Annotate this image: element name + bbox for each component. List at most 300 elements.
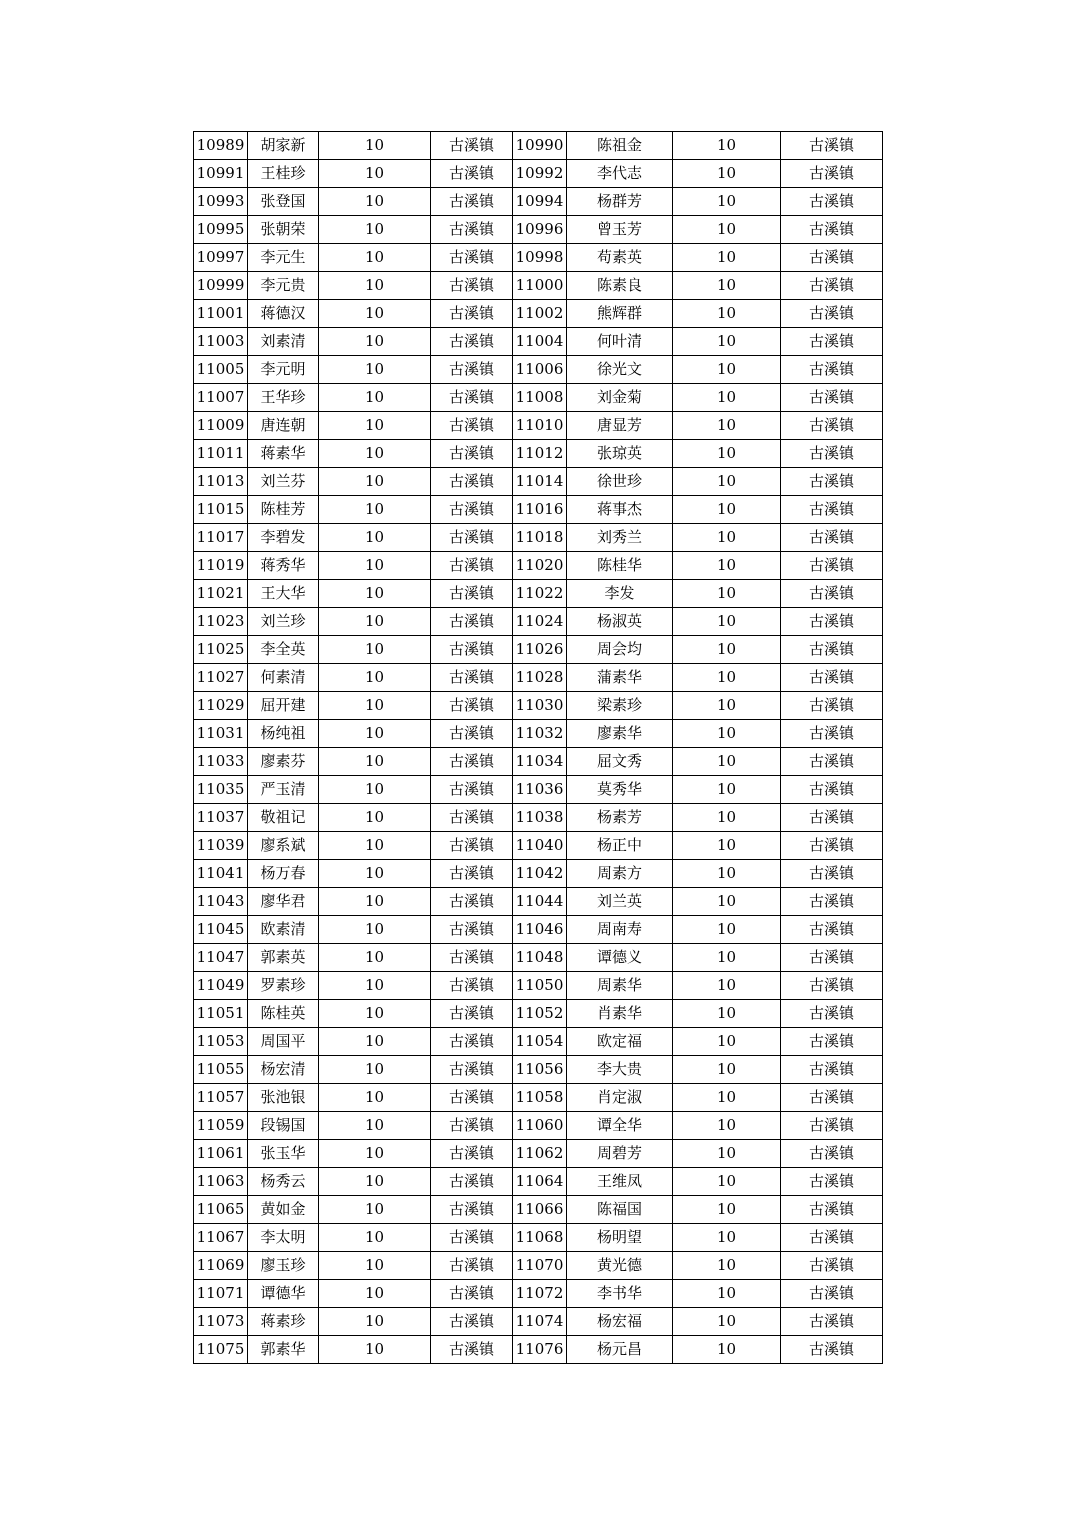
- amount-cell: 10: [319, 356, 431, 384]
- amount-cell: 10: [673, 1308, 781, 1336]
- table-row: [194, 1336, 883, 1364]
- id-cell: 11013: [194, 468, 248, 496]
- amount-cell: 10: [319, 440, 431, 468]
- town-cell: 古溪镇: [431, 720, 513, 748]
- table-row: [194, 1252, 883, 1280]
- town-cell: 古溪镇: [781, 1252, 883, 1280]
- name-cell: 屈开建: [248, 692, 319, 720]
- town-cell: 古溪镇: [781, 580, 883, 608]
- amount-cell: 10: [673, 216, 781, 244]
- id-cell: 11014: [513, 468, 567, 496]
- id-cell: 11063: [194, 1168, 248, 1196]
- town-cell: 古溪镇: [781, 1084, 883, 1112]
- name-cell: 李大贵: [567, 1056, 673, 1084]
- amount-cell: 10: [673, 1168, 781, 1196]
- id-cell: 11044: [513, 888, 567, 916]
- name-cell: 李元生: [248, 244, 319, 272]
- name-cell: 罗素珍: [248, 972, 319, 1000]
- id-cell: 11022: [513, 580, 567, 608]
- name-cell: 张池银: [248, 1084, 319, 1112]
- table-row: [194, 300, 883, 328]
- amount-cell: 10: [319, 944, 431, 972]
- town-cell: 古溪镇: [431, 748, 513, 776]
- id-cell: 10993: [194, 188, 248, 216]
- roster-table: [193, 131, 883, 1364]
- town-cell: 古溪镇: [431, 664, 513, 692]
- table-row: [194, 804, 883, 832]
- id-cell: 11016: [513, 496, 567, 524]
- id-cell: 10989: [194, 132, 248, 160]
- id-cell: 11011: [194, 440, 248, 468]
- town-cell: 古溪镇: [431, 860, 513, 888]
- table-row: [194, 1000, 883, 1028]
- amount-cell: 10: [319, 888, 431, 916]
- table-row: [194, 776, 883, 804]
- town-cell: 古溪镇: [431, 132, 513, 160]
- name-cell: 李发: [567, 580, 673, 608]
- amount-cell: 10: [673, 132, 781, 160]
- table-row: [194, 216, 883, 244]
- name-cell: 刘秀兰: [567, 524, 673, 552]
- town-cell: 古溪镇: [431, 1056, 513, 1084]
- id-cell: 11050: [513, 972, 567, 1000]
- town-cell: 古溪镇: [431, 1280, 513, 1308]
- id-cell: 11021: [194, 580, 248, 608]
- id-cell: 11057: [194, 1084, 248, 1112]
- amount-cell: 10: [673, 1084, 781, 1112]
- id-cell: 10995: [194, 216, 248, 244]
- id-cell: 10990: [513, 132, 567, 160]
- amount-cell: 10: [319, 860, 431, 888]
- id-cell: 11038: [513, 804, 567, 832]
- table-row: [194, 1168, 883, 1196]
- name-cell: 杨纯祖: [248, 720, 319, 748]
- name-cell: 谭全华: [567, 1112, 673, 1140]
- name-cell: 李碧发: [248, 524, 319, 552]
- name-cell: 廖系斌: [248, 832, 319, 860]
- town-cell: 古溪镇: [431, 944, 513, 972]
- amount-cell: 10: [673, 748, 781, 776]
- town-cell: 古溪镇: [781, 916, 883, 944]
- amount-cell: 10: [673, 1000, 781, 1028]
- name-cell: 蒋素珍: [248, 1308, 319, 1336]
- amount-cell: 10: [319, 1336, 431, 1364]
- name-cell: 熊辉群: [567, 300, 673, 328]
- amount-cell: 10: [319, 832, 431, 860]
- town-cell: 古溪镇: [781, 860, 883, 888]
- town-cell: 古溪镇: [781, 720, 883, 748]
- table-row: [194, 580, 883, 608]
- table-row: [194, 636, 883, 664]
- id-cell: 11002: [513, 300, 567, 328]
- id-cell: 11075: [194, 1336, 248, 1364]
- id-cell: 11006: [513, 356, 567, 384]
- town-cell: 古溪镇: [781, 776, 883, 804]
- name-cell: 唐连朝: [248, 412, 319, 440]
- amount-cell: 10: [319, 692, 431, 720]
- name-cell: 周素华: [567, 972, 673, 1000]
- town-cell: 古溪镇: [781, 300, 883, 328]
- name-cell: 张登国: [248, 188, 319, 216]
- town-cell: 古溪镇: [781, 748, 883, 776]
- id-cell: 10991: [194, 160, 248, 188]
- town-cell: 古溪镇: [431, 692, 513, 720]
- amount-cell: 10: [673, 804, 781, 832]
- id-cell: 11024: [513, 608, 567, 636]
- town-cell: 古溪镇: [431, 1252, 513, 1280]
- name-cell: 廖素芬: [248, 748, 319, 776]
- name-cell: 蒋秀华: [248, 552, 319, 580]
- name-cell: 周素方: [567, 860, 673, 888]
- id-cell: 11033: [194, 748, 248, 776]
- id-cell: 11007: [194, 384, 248, 412]
- name-cell: 黄如金: [248, 1196, 319, 1224]
- amount-cell: 10: [319, 524, 431, 552]
- id-cell: 11027: [194, 664, 248, 692]
- id-cell: 10994: [513, 188, 567, 216]
- amount-cell: 10: [673, 664, 781, 692]
- id-cell: 10998: [513, 244, 567, 272]
- id-cell: 11005: [194, 356, 248, 384]
- amount-cell: 10: [673, 916, 781, 944]
- table-row: [194, 328, 883, 356]
- name-cell: 王维凤: [567, 1168, 673, 1196]
- amount-cell: 10: [319, 580, 431, 608]
- id-cell: 11008: [513, 384, 567, 412]
- name-cell: 杨宏福: [567, 1308, 673, 1336]
- amount-cell: 10: [319, 1028, 431, 1056]
- amount-cell: 10: [673, 440, 781, 468]
- id-cell: 11015: [194, 496, 248, 524]
- town-cell: 古溪镇: [431, 188, 513, 216]
- amount-cell: 10: [319, 1196, 431, 1224]
- name-cell: 杨万春: [248, 860, 319, 888]
- name-cell: 周会均: [567, 636, 673, 664]
- name-cell: 唐显芳: [567, 412, 673, 440]
- id-cell: 11020: [513, 552, 567, 580]
- town-cell: 古溪镇: [431, 1000, 513, 1028]
- town-cell: 古溪镇: [431, 160, 513, 188]
- amount-cell: 10: [319, 1112, 431, 1140]
- town-cell: 古溪镇: [781, 188, 883, 216]
- id-cell: 11035: [194, 776, 248, 804]
- table-row: [194, 608, 883, 636]
- id-cell: 11055: [194, 1056, 248, 1084]
- id-cell: 11028: [513, 664, 567, 692]
- id-cell: 11052: [513, 1000, 567, 1028]
- name-cell: 郭素华: [248, 1336, 319, 1364]
- amount-cell: 10: [319, 972, 431, 1000]
- name-cell: 陈桂芳: [248, 496, 319, 524]
- amount-cell: 10: [673, 300, 781, 328]
- town-cell: 古溪镇: [781, 1336, 883, 1364]
- name-cell: 黄光德: [567, 1252, 673, 1280]
- town-cell: 古溪镇: [781, 496, 883, 524]
- id-cell: 11043: [194, 888, 248, 916]
- amount-cell: 10: [673, 244, 781, 272]
- name-cell: 王桂珍: [248, 160, 319, 188]
- id-cell: 11065: [194, 1196, 248, 1224]
- amount-cell: 10: [673, 552, 781, 580]
- amount-cell: 10: [673, 272, 781, 300]
- town-cell: 古溪镇: [781, 804, 883, 832]
- id-cell: 11037: [194, 804, 248, 832]
- town-cell: 古溪镇: [431, 440, 513, 468]
- table-row: [194, 552, 883, 580]
- town-cell: 古溪镇: [781, 272, 883, 300]
- name-cell: 蒋事杰: [567, 496, 673, 524]
- id-cell: 11019: [194, 552, 248, 580]
- amount-cell: 10: [319, 636, 431, 664]
- table-row: [194, 244, 883, 272]
- id-cell: 11060: [513, 1112, 567, 1140]
- roster-table-body: [194, 132, 883, 1364]
- name-cell: 刘兰芬: [248, 468, 319, 496]
- amount-cell: 10: [319, 384, 431, 412]
- id-cell: 11054: [513, 1028, 567, 1056]
- name-cell: 刘兰英: [567, 888, 673, 916]
- table-row: [194, 496, 883, 524]
- id-cell: 11046: [513, 916, 567, 944]
- town-cell: 古溪镇: [431, 972, 513, 1000]
- town-cell: 古溪镇: [781, 356, 883, 384]
- town-cell: 古溪镇: [431, 608, 513, 636]
- table-row: [194, 440, 883, 468]
- amount-cell: 10: [673, 328, 781, 356]
- town-cell: 古溪镇: [431, 384, 513, 412]
- town-cell: 古溪镇: [431, 1196, 513, 1224]
- amount-cell: 10: [319, 608, 431, 636]
- name-cell: 廖素华: [567, 720, 673, 748]
- amount-cell: 10: [319, 1308, 431, 1336]
- table-row: [194, 132, 883, 160]
- name-cell: 胡家新: [248, 132, 319, 160]
- name-cell: 肖定淑: [567, 1084, 673, 1112]
- name-cell: 杨正中: [567, 832, 673, 860]
- town-cell: 古溪镇: [781, 1140, 883, 1168]
- id-cell: 11029: [194, 692, 248, 720]
- town-cell: 古溪镇: [431, 468, 513, 496]
- town-cell: 古溪镇: [431, 1028, 513, 1056]
- table-row: [194, 1308, 883, 1336]
- id-cell: 11058: [513, 1084, 567, 1112]
- town-cell: 古溪镇: [781, 1056, 883, 1084]
- id-cell: 11047: [194, 944, 248, 972]
- table-row: [194, 1224, 883, 1252]
- table-row: [194, 888, 883, 916]
- amount-cell: 10: [673, 1196, 781, 1224]
- id-cell: 10996: [513, 216, 567, 244]
- id-cell: 11074: [513, 1308, 567, 1336]
- id-cell: 11009: [194, 412, 248, 440]
- id-cell: 11061: [194, 1140, 248, 1168]
- name-cell: 欧定福: [567, 1028, 673, 1056]
- amount-cell: 10: [319, 720, 431, 748]
- name-cell: 谭德义: [567, 944, 673, 972]
- amount-cell: 10: [673, 188, 781, 216]
- name-cell: 王大华: [248, 580, 319, 608]
- table-row: [194, 188, 883, 216]
- amount-cell: 10: [673, 496, 781, 524]
- town-cell: 古溪镇: [781, 1224, 883, 1252]
- id-cell: 11010: [513, 412, 567, 440]
- town-cell: 古溪镇: [431, 832, 513, 860]
- amount-cell: 10: [319, 664, 431, 692]
- name-cell: 徐世珍: [567, 468, 673, 496]
- name-cell: 李太明: [248, 1224, 319, 1252]
- town-cell: 古溪镇: [431, 552, 513, 580]
- amount-cell: 10: [319, 1252, 431, 1280]
- amount-cell: 10: [673, 972, 781, 1000]
- name-cell: 杨素芳: [567, 804, 673, 832]
- town-cell: 古溪镇: [431, 300, 513, 328]
- name-cell: 周南寿: [567, 916, 673, 944]
- name-cell: 廖玉珍: [248, 1252, 319, 1280]
- id-cell: 11012: [513, 440, 567, 468]
- amount-cell: 10: [319, 300, 431, 328]
- town-cell: 古溪镇: [781, 132, 883, 160]
- town-cell: 古溪镇: [781, 1308, 883, 1336]
- id-cell: 11017: [194, 524, 248, 552]
- town-cell: 古溪镇: [781, 328, 883, 356]
- id-cell: 11036: [513, 776, 567, 804]
- id-cell: 11072: [513, 1280, 567, 1308]
- table-row: [194, 1112, 883, 1140]
- name-cell: 屈文秀: [567, 748, 673, 776]
- name-cell: 梁素珍: [567, 692, 673, 720]
- name-cell: 欧素清: [248, 916, 319, 944]
- town-cell: 古溪镇: [781, 1112, 883, 1140]
- amount-cell: 10: [319, 272, 431, 300]
- name-cell: 何叶清: [567, 328, 673, 356]
- id-cell: 11032: [513, 720, 567, 748]
- town-cell: 古溪镇: [781, 1280, 883, 1308]
- town-cell: 古溪镇: [431, 1084, 513, 1112]
- amount-cell: 10: [673, 468, 781, 496]
- id-cell: 11064: [513, 1168, 567, 1196]
- name-cell: 王华珍: [248, 384, 319, 412]
- amount-cell: 10: [319, 776, 431, 804]
- name-cell: 刘兰珍: [248, 608, 319, 636]
- name-cell: 陈福国: [567, 1196, 673, 1224]
- amount-cell: 10: [319, 804, 431, 832]
- town-cell: 古溪镇: [781, 524, 883, 552]
- name-cell: 陈祖金: [567, 132, 673, 160]
- id-cell: 11066: [513, 1196, 567, 1224]
- town-cell: 古溪镇: [431, 916, 513, 944]
- name-cell: 刘金菊: [567, 384, 673, 412]
- table-row: [194, 664, 883, 692]
- amount-cell: 10: [319, 244, 431, 272]
- name-cell: 谭德华: [248, 1280, 319, 1308]
- amount-cell: 10: [319, 552, 431, 580]
- id-cell: 11026: [513, 636, 567, 664]
- id-cell: 11000: [513, 272, 567, 300]
- amount-cell: 10: [673, 160, 781, 188]
- table-row: [194, 1140, 883, 1168]
- amount-cell: 10: [319, 748, 431, 776]
- id-cell: 11034: [513, 748, 567, 776]
- id-cell: 11062: [513, 1140, 567, 1168]
- town-cell: 古溪镇: [781, 944, 883, 972]
- id-cell: 11001: [194, 300, 248, 328]
- id-cell: 11069: [194, 1252, 248, 1280]
- name-cell: 曾玉芳: [567, 216, 673, 244]
- amount-cell: 10: [673, 1112, 781, 1140]
- id-cell: 11039: [194, 832, 248, 860]
- name-cell: 严玉清: [248, 776, 319, 804]
- amount-cell: 10: [673, 720, 781, 748]
- town-cell: 古溪镇: [781, 1000, 883, 1028]
- name-cell: 杨淑英: [567, 608, 673, 636]
- name-cell: 李代志: [567, 160, 673, 188]
- name-cell: 莫秀华: [567, 776, 673, 804]
- town-cell: 古溪镇: [781, 468, 883, 496]
- amount-cell: 10: [319, 188, 431, 216]
- id-cell: 11025: [194, 636, 248, 664]
- amount-cell: 10: [319, 1084, 431, 1112]
- town-cell: 古溪镇: [431, 580, 513, 608]
- name-cell: 杨秀云: [248, 1168, 319, 1196]
- amount-cell: 10: [673, 944, 781, 972]
- town-cell: 古溪镇: [781, 440, 883, 468]
- amount-cell: 10: [673, 1336, 781, 1364]
- id-cell: 11004: [513, 328, 567, 356]
- name-cell: 张琼英: [567, 440, 673, 468]
- id-cell: 11040: [513, 832, 567, 860]
- name-cell: 李书华: [567, 1280, 673, 1308]
- table-row: [194, 1084, 883, 1112]
- name-cell: 周碧芳: [567, 1140, 673, 1168]
- id-cell: 11059: [194, 1112, 248, 1140]
- id-cell: 11031: [194, 720, 248, 748]
- id-cell: 11003: [194, 328, 248, 356]
- table-row: [194, 832, 883, 860]
- town-cell: 古溪镇: [781, 160, 883, 188]
- amount-cell: 10: [319, 1168, 431, 1196]
- id-cell: 11071: [194, 1280, 248, 1308]
- table-row: [194, 468, 883, 496]
- name-cell: 刘素清: [248, 328, 319, 356]
- town-cell: 古溪镇: [431, 1308, 513, 1336]
- town-cell: 古溪镇: [781, 692, 883, 720]
- amount-cell: 10: [673, 1028, 781, 1056]
- amount-cell: 10: [319, 328, 431, 356]
- name-cell: 杨元昌: [567, 1336, 673, 1364]
- amount-cell: 10: [673, 1056, 781, 1084]
- town-cell: 古溪镇: [781, 1028, 883, 1056]
- table-row: [194, 720, 883, 748]
- name-cell: 段锡国: [248, 1112, 319, 1140]
- id-cell: 11023: [194, 608, 248, 636]
- table-row: [194, 160, 883, 188]
- town-cell: 古溪镇: [781, 608, 883, 636]
- town-cell: 古溪镇: [431, 1336, 513, 1364]
- table-row: [194, 916, 883, 944]
- name-cell: 杨群芳: [567, 188, 673, 216]
- name-cell: 苟素英: [567, 244, 673, 272]
- town-cell: 古溪镇: [781, 552, 883, 580]
- town-cell: 古溪镇: [781, 412, 883, 440]
- name-cell: 蒲素华: [567, 664, 673, 692]
- amount-cell: 10: [319, 1000, 431, 1028]
- id-cell: 10999: [194, 272, 248, 300]
- name-cell: 张朝荣: [248, 216, 319, 244]
- id-cell: 11041: [194, 860, 248, 888]
- town-cell: 古溪镇: [781, 664, 883, 692]
- amount-cell: 10: [319, 160, 431, 188]
- town-cell: 古溪镇: [431, 1224, 513, 1252]
